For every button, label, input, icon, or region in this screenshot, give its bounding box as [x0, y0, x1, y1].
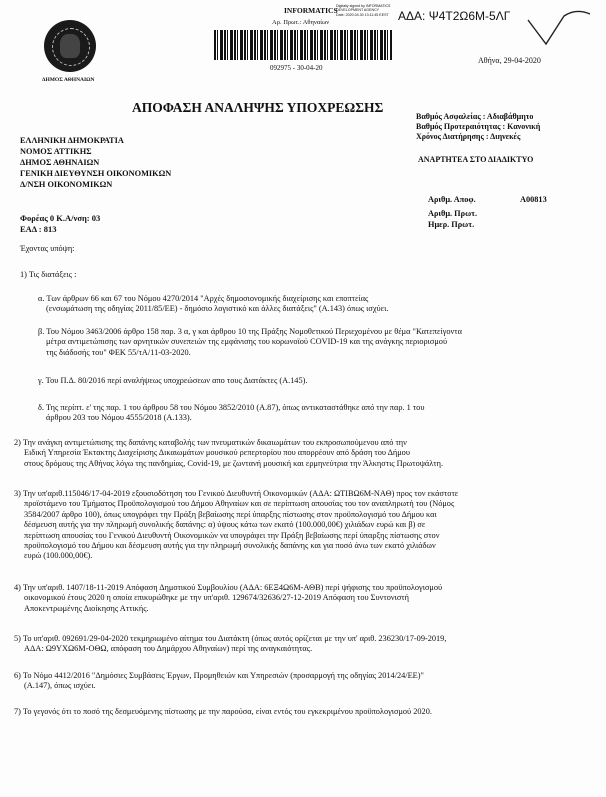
text-line: της διάδοσής του" ΦΕΚ 55/τΑ/11-03-2020.	[46, 347, 191, 357]
text-line: β. Του Νόμου 3463/2006 άρθρο 158 παρ. 3 α, γ και άρθρου 10 της Πράξης Νομοθετικού Περιεχομένου με θέμα "Κατεπείγοντα	[38, 327, 462, 336]
place-date: Αθήνα, 29-04-2020	[478, 56, 541, 65]
protocol-number-label: Αριθμ. Πρωτ.	[428, 209, 478, 218]
stamp-org: INFORMATICS	[284, 6, 338, 15]
text-line: στους δρόμους της Αθήνας λόγω της πανδημίας, Covid-19, με ζωντανή μουσική και ερμηνεύτρια την Άλκηστις Πρωτοψάλτη.	[24, 458, 444, 468]
issuer-block	[20, 135, 171, 190]
classification-line: Χρόνος Διατήρησης : Διηνεκές	[416, 132, 521, 141]
text-line: οικονομικού έτους 2020 η οποία επικυρώθηκε με την υπ'αριθ. 129674/32636/27-12-2019 Απόφαση του Συντονιστή	[24, 593, 409, 603]
considering-label: Έχοντας υπόψη:	[20, 244, 75, 253]
text-line: μέτρα αντιμετώπισης των αρνητικών συνεπειών της εμφάνισης του κορωνοϊού COVID-19 και της ανάγκης περιορισμού	[46, 337, 448, 347]
classification-line: Βαθμός Προτεραιότητας : Κανονική	[416, 122, 541, 131]
item-3	[14, 489, 458, 562]
text-line: α. Των άρθρων 66 και 67 του Νόμου 4270/2014 "Αρχές δημοσιονομικής διαχείρισης και εποπτείας	[38, 294, 369, 303]
barcode	[214, 30, 392, 60]
text-line: ευρώ (100.000,00€).	[24, 551, 93, 561]
item-2	[14, 438, 443, 469]
ead-code: ΕΑΔ : 813	[20, 224, 57, 234]
item-5	[14, 634, 446, 655]
text-line: Αποκεντρωμένης Διοίκησης Αττικής.	[24, 603, 149, 613]
text-line: (ενσωμάτωση της οδηγίας 2011/85/ΕΕ) - δημόσιο λογιστικό και άλλες διατάξεις" (Α.143) όπως ισχύει.	[46, 304, 389, 314]
item-4	[14, 583, 442, 614]
text-line: προϋπολογισμό του Δήμου και δέσμευση αυτής για την πληρωμή συνολικής δαπάνης και για ποσό άνω των εκατό χιλιάδων	[24, 541, 436, 551]
decision-number-value: Α00813	[520, 195, 547, 204]
text-line: περίπτωση απουσίας του Γενικού Διευθυντή Οικονομικών να υπογράφει την Πράξη βεβαίωσης περί ύπαρξης πίστωσης στον	[24, 530, 440, 540]
text-line: 3) Την υπ'αριθ.115046/17-04-2019 εξουσιοδότηση του Γενικού Διευθυντή Οικονομικών (ΑΔΑ: ΩΤΙΒΩ6Μ-ΝΑΘ) προς τον εκάστοτε	[14, 489, 459, 498]
text-line: προϊστάμενο του Τμήματος Προϋπολογισμού του Δήμου Αθηναίων και σε περίπτωση απουσίας του τον αναπληρωτή του (Νόμος	[24, 499, 455, 509]
stamp-protocol: Αρ. Πρωτ.: Αθηναίων	[272, 19, 330, 26]
issuer-line: ΔΗΜΟΣ ΑΘΗΝΑΙΩΝ	[20, 158, 100, 167]
document-title: ΑΠΟΦΑΣΗ ΑΝΑΛΗΨΗΣ ΥΠΟΧΡΕΩΣΗΣ	[132, 100, 384, 115]
municipality-seal-logo	[44, 20, 96, 72]
digital-signature-date: Date: 2020.04.30 13:11:45 EEST	[336, 12, 389, 17]
decision-number-label: Αριθμ. Αποφ.	[428, 195, 476, 204]
classification-line: Βαθμός Ασφαλείας : Αδιαβάθμητο	[416, 112, 534, 121]
text-line: 2) Την ανάγκη αντιμετώπισης της δαπάνης καταβολής των πνευματικών δικαιωμάτων του εκπροσωπούμενου από την	[14, 438, 407, 447]
issuer-line: Δ/ΝΣΗ ΟΙΚΟΝΟΜΙΚΩΝ	[20, 180, 113, 189]
handwritten-signature	[524, 10, 596, 46]
ada-code: ΑΔΑ: Ψ4Τ2Ω6Μ-5ΛΓ	[398, 9, 511, 23]
text-line: 7) Το γεγονός ότι το ποσό της δεσμευόμενης πίστωσης με την παρούσα, είναι εντός του εγκεκριμένου προϋπολογισμού 2020.	[14, 707, 432, 716]
item-7	[14, 707, 432, 717]
publish-note: ΑΝΑΡΤΗΤΕΑ ΣΤΟ ΔΙΑΔΙΚΤΥΟ	[418, 155, 534, 164]
provision-c	[38, 376, 307, 386]
issuer-line: ΓΕΝΙΚΗ ΔΙΕΥΘΥΝΣΗ ΟΙΚΟΝΟΜΙΚΩΝ	[20, 169, 172, 178]
digital-signature-text: Digitally signed by INFORMATICS DEVELOPMENT AGENCY	[336, 4, 391, 13]
provisions-heading: 1) Τις διατάξεις :	[20, 270, 77, 279]
issuer-line: ΕΛΛΗΝΙΚΗ ΔΗΜΟΚΡΑΤΙΑ	[20, 136, 124, 145]
issuer-line: ΝΟΜΟΣ ΑΤΤΙΚΗΣ	[20, 147, 92, 156]
text-line: άρθρου 203 του Νόμου 4555/2018 (Α.133).	[46, 413, 192, 423]
seal-emblem	[60, 34, 80, 58]
provision-d	[38, 403, 424, 424]
text-line: 3584/2007 άρθρο 100), όπως υπογράφει την Πράξη βεβαίωσης περί ύπαρξης πίστωσης στον προϋπολογισμό του Δήμου και	[24, 509, 437, 519]
text-line: (Α.147), όπως ισχύει.	[24, 681, 96, 691]
text-line: δέσμευση αυτής για την πληρωμή συνολικής δαπάνης: α) ύψους κάτω των εκατό (100.000,00€) χιλιάδων ευρώ και β) σε	[24, 520, 426, 530]
carrier-code: Φορέας 0 Κ.Α/νση: 03	[20, 213, 101, 223]
barcode-text: 092975 - 30-04-20	[270, 64, 323, 72]
digital-signature-note	[336, 4, 400, 17]
text-line: γ. Του Π.Δ. 80/2016 περί αναλήψεως υποχρεώσεων απο τους Διατάκτες (Α.145).	[38, 376, 308, 385]
text-line: 5) Το υπ'αριθ. 092691/29-04-2020 τεκμηριωμένο αίτημα του Διατάκτη (όπως αυτός ορίζεται με την υπ' αριθ. 236230/17-09-2019,	[14, 634, 447, 643]
text-line: δ. Της περίπτ. ε' της παρ. 1 του άρθρου 58 του Νόμου 3852/2010 (Α.87), όπως αντικαταστάθηκε από την παρ. 1 του	[38, 403, 425, 412]
text-line: 4) Την υπ'αριθ. 1407/18-11-2019 Απόφαση Δημοτικού Συμβουλίου (ΑΔΑ: 6ΕΞ4Ω6Μ-ΑΘΒ) περί ψήφισης του προϋπολογισμού	[14, 583, 443, 592]
text-line: 6) Το Νόμο 4412/2016 "Δημόσιες Συμβάσεις Έργων, Προμηθειών και Υπηρεσιών (προσαρμογή της οδηγίας 2014/24/ΕΕ)"	[14, 671, 424, 680]
text-line: ΑΔΑ: Ω9ΥΧΩ6Μ-ΟΘΩ, απόφαση του Δημάρχου Αθηναίων) περί της αναγκαιότητας.	[24, 644, 313, 654]
classification-block	[416, 112, 540, 142]
municipality-caption: ΔΗΜΟΣ ΑΘΗΝΑΙΩΝ	[42, 77, 95, 83]
protocol-date-label: Ημερ. Πρωτ.	[428, 220, 475, 229]
text-line: Ειδική Υπηρεσία Έκτακτης Διαχείρισης Δικαιωμάτων μουσικού ρεπερτορίου που απορρέουν από δράση του Δήμου	[24, 448, 410, 458]
provision-a	[38, 294, 388, 315]
item-6	[14, 671, 424, 692]
provision-b	[38, 327, 462, 358]
